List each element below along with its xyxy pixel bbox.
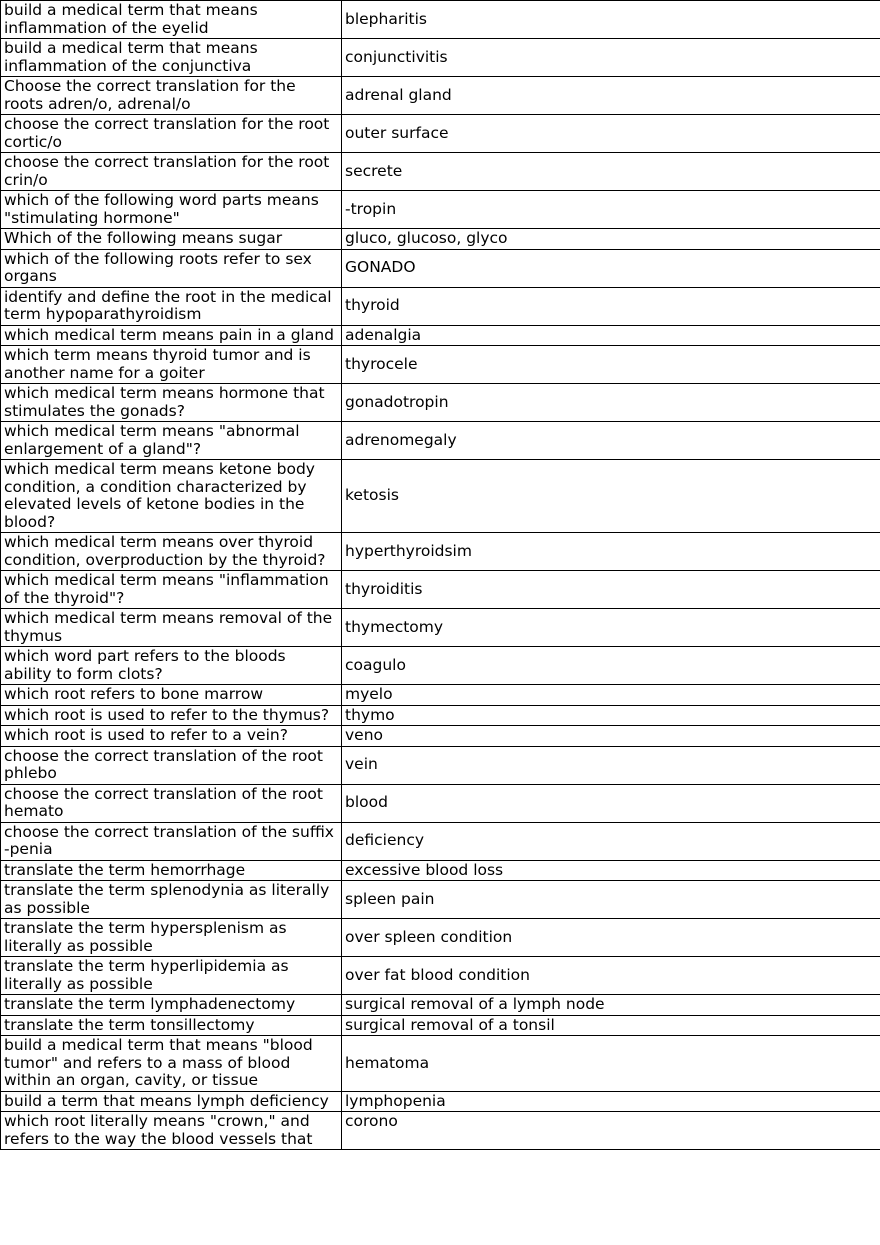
answer-cell: adenalgia [342,325,880,346]
question-cell: choose the correct translation of the suffix -penia [1,822,342,860]
answer-cell: over spleen condition [342,919,880,957]
table-row [1,746,880,784]
answer-cell: conjunctivitis [342,39,880,77]
answer-cell: hematoma [342,1036,880,1092]
question-cell: choose the correct translation of the root hemato [1,784,342,822]
answer-cell: coagulo [342,647,880,685]
table-row [1,287,880,325]
question-cell: translate the term hyperlipidemia as literally as possible [1,957,342,995]
answer-cell: thyrocele [342,346,880,384]
table-row [1,995,880,1016]
table-row [1,784,880,822]
question-cell: which root literally means "crown," and refers to the way the blood vessels that [1,1112,342,1150]
answer-cell: vein [342,746,880,784]
question-cell: which medical term means ketone body condition, a condition characterized by elevated levels of ketone bodies in the blood? [1,460,342,533]
question-cell: which root is used to refer to a vein? [1,726,342,747]
table-row [1,346,880,384]
table-row [1,1112,880,1150]
answer-cell: veno [342,726,880,747]
answer-cell: blepharitis [342,1,880,39]
answer-cell: thymo [342,705,880,726]
table-row [1,115,880,153]
table-row [1,822,880,860]
table-row [1,229,880,250]
table-row [1,705,880,726]
answer-cell: lymphopenia [342,1091,880,1112]
table-row [1,881,880,919]
table-row [1,726,880,747]
answer-cell: hyperthyroidsim [342,533,880,571]
answer-cell: adrenomegaly [342,422,880,460]
table-row [1,422,880,460]
question-cell: choose the correct translation for the root cortic/o [1,115,342,153]
question-cell: which medical term means "abnormal enlargement of a gland"? [1,422,342,460]
table-row [1,647,880,685]
question-cell: translate the term hemorrhage [1,860,342,881]
question-cell: translate the term hypersplenism as literally as possible [1,919,342,957]
table-row [1,460,880,533]
question-cell: build a medical term that means inflammation of the conjunctiva [1,39,342,77]
question-cell: translate the term tonsillectomy [1,1015,342,1036]
answer-cell: GONADO [342,249,880,287]
answer-cell: spleen pain [342,881,880,919]
table-row [1,1,880,39]
answer-cell: thymectomy [342,609,880,647]
question-cell: which root refers to bone marrow [1,685,342,706]
table-row [1,1036,880,1092]
question-cell: which term means thyroid tumor and is another name for a goiter [1,346,342,384]
question-cell: identify and define the root in the medical term hypoparathyroidism [1,287,342,325]
table-row [1,325,880,346]
table-row [1,957,880,995]
table-row [1,191,880,229]
answer-cell: blood [342,784,880,822]
answer-cell: outer surface [342,115,880,153]
table-row [1,609,880,647]
table-row [1,77,880,115]
answer-cell: over fat blood condition [342,957,880,995]
question-cell: Which of the following means sugar [1,229,342,250]
question-cell: translate the term lymphadenectomy [1,995,342,1016]
answer-cell: surgical removal of a tonsil [342,1015,880,1036]
flashcard-table-body [1,1,880,1150]
question-cell: build a medical term that means "blood tumor" and refers to a mass of blood within an organ, cavity, or tissue [1,1036,342,1092]
table-row [1,533,880,571]
question-cell: choose the correct translation of the root phlebo [1,746,342,784]
question-cell: which medical term means "inflammation of the thyroid"? [1,571,342,609]
table-row [1,249,880,287]
answer-cell: thyroiditis [342,571,880,609]
table-row [1,919,880,957]
answer-cell: adrenal gland [342,77,880,115]
question-cell: which of the following roots refer to sex organs [1,249,342,287]
question-cell: choose the correct translation for the root crin/o [1,153,342,191]
table-row [1,571,880,609]
question-cell: which root is used to refer to the thymus? [1,705,342,726]
answer-cell: secrete [342,153,880,191]
question-cell: translate the term splenodynia as literally as possible [1,881,342,919]
answer-cell: myelo [342,685,880,706]
question-cell: which medical term means over thyroid condition, overproduction by the thyroid? [1,533,342,571]
table-row [1,384,880,422]
table-row [1,1091,880,1112]
table-row [1,39,880,77]
answer-cell: gluco, glucoso, glyco [342,229,880,250]
answer-cell: excessive blood loss [342,860,880,881]
question-cell: which medical term means removal of the thymus [1,609,342,647]
table-row [1,1015,880,1036]
question-cell: which medical term means pain in a gland [1,325,342,346]
table-row [1,860,880,881]
table-row [1,153,880,191]
answer-cell: deficiency [342,822,880,860]
answer-cell: -tropin [342,191,880,229]
table-row [1,685,880,706]
answer-cell: corono [342,1112,880,1150]
question-cell: which word part refers to the bloods ability to form clots? [1,647,342,685]
question-cell: which of the following word parts means "stimulating hormone" [1,191,342,229]
question-cell: build a term that means lymph deficiency [1,1091,342,1112]
question-cell: build a medical term that means inflammation of the eyelid [1,1,342,39]
answer-cell: ketosis [342,460,880,533]
question-cell: Choose the correct translation for the roots adren/o, adrenal/o [1,77,342,115]
question-cell: which medical term means hormone that stimulates the gonads? [1,384,342,422]
answer-cell: surgical removal of a lymph node [342,995,880,1016]
answer-cell: gonadotropin [342,384,880,422]
answer-cell: thyroid [342,287,880,325]
